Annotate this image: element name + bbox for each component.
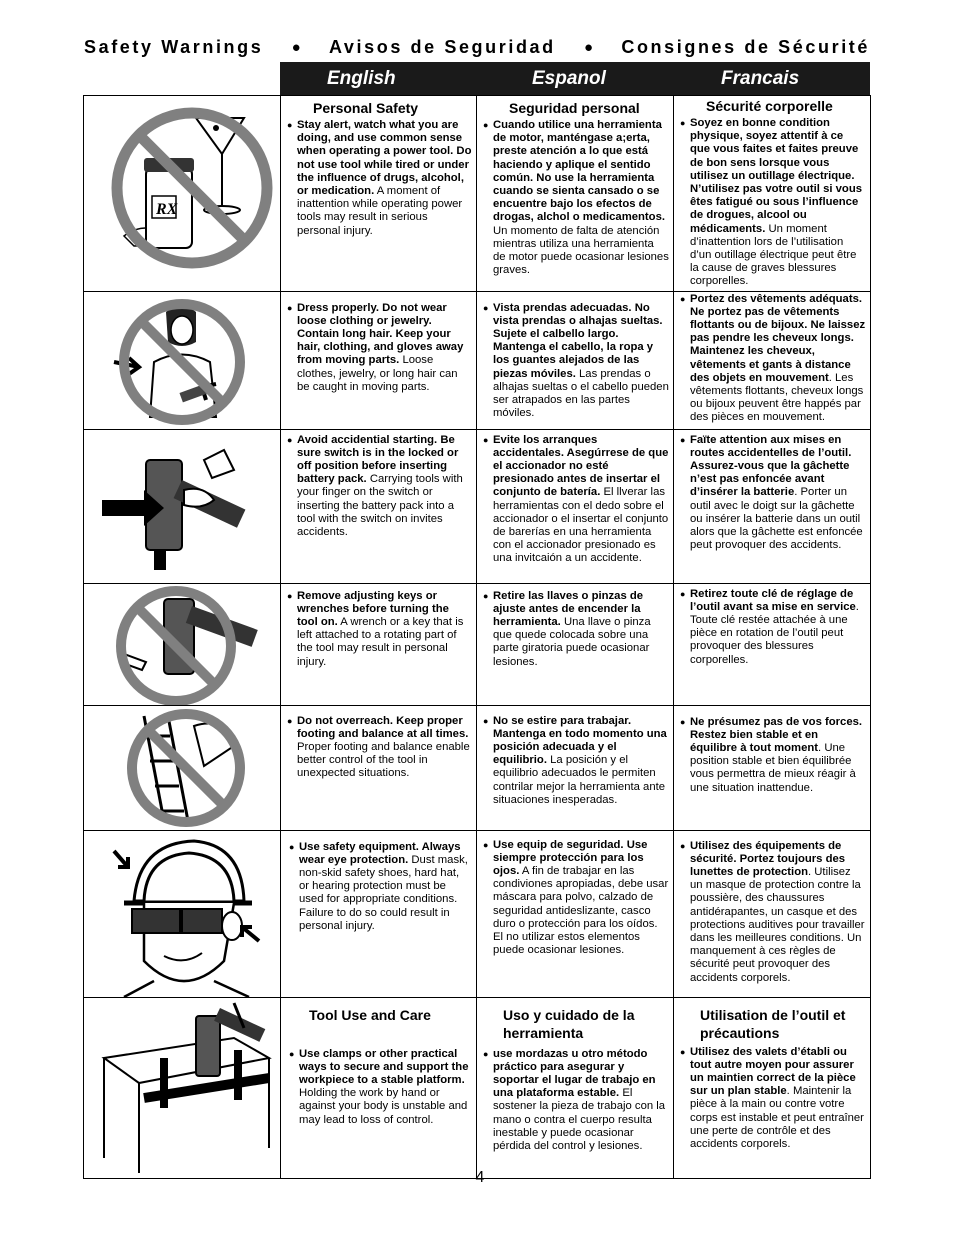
section-heading: Utilisation de l’outil et précautions [700,1006,846,1041]
warning-text: A wrench or a key that is left attached to a rotating part of the tool may result in personal injury. [297,616,464,668]
section-heading: Tool Use and Care [309,1006,431,1023]
spanish-cell [477,291,674,429]
column-header-english: English [327,67,396,89]
warning-item: ● Vista prendas adecuadas. No vista prendas o alhajas sueltas. Sujete el calbello largo. Mantenga el cabello, la ropa y los guantes alejados de las piezas móviles. Las prendas o alhajas sueltas o el cabello pueden ser atrapados en las partes móviles. [483,301,669,420]
title-separator: ● [291,38,301,56]
section-heading: Sécurité corporelle [706,98,833,114]
warning-bold: Faïte attention aux mises en routes accidentelles de l’outil. Assurez-vous que la gâchette n’est pas enfoncée avant d’insérer la batterie [690,433,852,499]
english-cell [281,583,477,705]
warning-text: Dust mask, non-skid safety shoes, hard hat, or hearing protection must be used for appropriate conditions. Failure to do so could result in personal injury. [299,853,468,932]
warning-item: ● Portez des vêtements adéquats. Ne portez pas de vêtements flottants ou de bijoux. Ne laissez pas pendre les cheveux longs. Maintenez les cheveux, vêtements et gants à distance des objets en mouvement. Les vêtements flottants, cheveux longs ou bijoux peuvent être happés par des pièces en mouvement. [680,292,866,424]
warning-item: ● use mordazas u otro método práctico para asegurar y soportar el lugar de trabajo en una plataforma estable. El sostener la pieza de trabajo con la mano o contra el cuerpo resulta inestable y puede ocasionar pérdida del control y lesiones. [483,1047,666,1153]
warning-item: ● Avoid accidential starting. Be sure switch is in the locked or off position before inserting battery pack. Carrying tools with your finger on the switch or inserting the battery pack into a tool with the switch on invites accidents. [287,433,463,539]
illustration-cell [84,429,281,583]
warning-text: El sostener la pieza de trabajo con la mano o contra el cuerpo resulta inestable y puede ocasionar pérdida del control y lesiones. [493,1087,666,1153]
warning-bold: Dress properly. Do not wear loose clothing or jewelry. Contain long hair. Keep your hair, clothing, and gloves away from moving parts. [297,301,464,367]
warning-item: ● Use safety equipment. Always wear eye protection. Dust mask, non-skid safety shoes, hard hat, or hearing protection must be used for appropriate conditions. Failure to do so could result in personal injury. [289,840,468,932]
warning-item: ● Remove adjusting keys or wrenches before turning the tool on. A wrench or a key that is left attached to a rotating part of the tool may result in personal injury. [287,589,464,668]
warning-bold: Portez des vêtements adéquats. Ne portez pas de vêtements flottants ou de bijoux. Ne laissez pas pendre les cheveux longs. Maintenez les cheveux, vêtements et gants à distance des objets en mouvement [690,292,866,384]
spanish-cell [477,583,674,705]
page-number: 4 [475,1169,485,1186]
warning-text: Carrying tools with your finger on the switch or inserting the battery pack into a tool with the switch on invites accidents. [297,473,463,539]
warning-item: ● Do not overreach. Keep proper footing and balance at all times. Proper footing and balance enable better control of the tool in unexpected situations. [287,714,470,780]
warning-bold: Cuando utilice una herramienta de motor, manténgase a;erta, preste atención a lo que está haciendo y aplique el sentido común. No use la herramienta cuando se sienta cansado o se encuentre bajo los efectos de drogas, alchol o medicamentos. [493,119,666,224]
safety-equipment-head-icon [84,831,281,997]
warning-item: ● Soyez en bonne condition physique, soyez attentif à ce que vous faites et faites preuve de bon sens lorsque vous utilisez un outillage électrique. N’utilisez pas votre outil si vous êtes fatigué ou sous l’influence de drogues, alcool ou médicaments. Un moment d’inattention lors de l’utilisation d’un outillage électrique peut être la cause de graves blessures corporelles. [680,117,863,288]
warning-text: El llverar las herramientas con el dedo sobre el accionador o el insertar el conjunto de barerías en una herramienta con el accionador presionado es una invitcaión a un accidente. [493,486,669,565]
svg-text:RX: RX [156,201,178,218]
illustration-cell [84,830,281,997]
warning-bold: Avoid accidential starting. Be sure switch is in the locked or off position before inserting battery pack. [297,433,459,486]
french-cell [674,830,871,997]
warning-bold: Use clamps or other practical ways to secure and support the workpiece to a stable platform. [299,1047,469,1087]
warning-text: . Toute clé restée attachée à une pièce en rotation de l’outil peut provoquer des blessures corporelles. [690,600,859,666]
warning-text: Holding the work by hand or against your body is unstable and may lead to loss of control. [299,1087,468,1126]
warning-item: ● Dress properly. Do not wear loose clothing or jewelry. Contain long hair. Keep your hair, clothing, and gloves away from moving parts. Loose clothes, jewelry, or long hair can be caught in moving parts. [287,301,464,393]
warning-bold: Vista prendas adecuadas. No vista prendas o alhajas sueltas. Sujete el calbello largo. Mantenga el cabello, la ropa y los guantes alejados de las piezas móviles. [493,301,663,380]
section-heading: Seguridad personal [509,100,640,116]
warning-text: . Utilisez un masque de protection contre la poussière, des chaussures antidérapantes, un casque et des protections auditives pour travailler dans les meilleures conditions. Un manquement à ces règles de sécurité peut provoquer des accidents corporels. [690,866,865,984]
warning-item: ● Utilisez des valets d’établi ou tout autre moyen pour assurer un maintien correct de la pièce sur un plan stable. Maintenir la pièce à la main ou contre votre corps est instable et peut entraîner une perte de contrôle et des accidents corporels. [680,1045,864,1151]
warning-text: La posición y el equilibrio adecuados le permiten contrilar mejor la herramienta ante situaciones inesperadas. [493,754,666,806]
overreach-ladder-prohibition-icon [84,706,281,830]
table-row [84,705,871,830]
warning-item: ● Use clamps or other practical ways to secure and support the workpiece to a stable platform. Holding the work by hand or against your body is unstable and may lead to loss of control. [289,1047,469,1126]
warning-bold: Retirez toute clé de réglage de l’outil avant sa mise en service [690,587,856,613]
warning-bold: Soyez en bonne condition physique, soyez attentif à ce que vous faites et faites preuve de bon sens lorsque vous utilisez un outillage électrique. N’utilisez pas votre outil si vous êtes fatigué ou sous l’influence de drogues, alcool ou médicaments. [690,117,863,235]
table-row [84,830,871,997]
warning-item: ● Retire las llaves o pinzas de ajuste antes de encender la herramienta. Una llave o pinza que quede colocada sobre una parte giratoria puede ocasionar lesiones. [483,589,651,668]
warning-bold: Utilisez des équipements de sécurité. Portez toujours des lunettes de protection [690,839,846,879]
warning-text: A fin de trabajar en las condiviones apropiadas, debe usar máscara para polvo, calzado de seguridad antideslizante, casco duro o protección para los oídos. El no utilizar estos elementos puede ocasionar lesiones. [493,865,669,957]
table-row [84,583,871,705]
warning-text: Proper footing and balance enable better control of the tool in unexpected situations. [297,741,470,780]
warning-text: Un momento de falta de atención mientras utiliza una herramienta de motor puede ocasionar lesiones graves. [493,224,669,277]
spanish-cell [477,830,674,997]
title-separator: ● [584,38,594,56]
section-heading: Personal Safety [313,100,419,116]
safety-warnings-table [83,95,871,1179]
warning-text: . Une position stable et bien équilibrée vous permettra de mieux réagir à une situation inattendue. [690,742,856,794]
warning-text: . Porter un outil avec le doigt sur la gâchette ou insérer la batterie dans un outil alors que la gâchette est enfoncée peut provoquer des accidents. [690,486,863,552]
warning-bold: Remove adjusting keys or wrenches before turning the tool on. [297,589,449,629]
warning-item: ● Ne présumez pas de vos forces. Restez bien stable et en équilibre à tout moment. Une position stable et bien équilibrée vous permettra de mieux réagir à une situation inattendue. [680,715,863,794]
spanish-cell [477,997,674,1178]
table-row [84,997,871,1178]
english-cell [281,96,477,292]
spanish-cell [477,96,674,292]
english-cell [281,830,477,997]
warning-item: ● Use equip de seguridad. Use siempre protección para los ojos. A fin de trabajar en las condiviones apropiadas, debe usar máscara para polvo, calzado de seguridad antideslizante, casco duro o protección para los oídos. El no utilizar estos elementos puede ocasionar lesiones. [483,838,669,957]
title-spanish: Avisos de Seguridad [328,36,556,57]
warning-item: ● Utilisez des équipements de sécurité. Portez toujours des lunettes de protection. Utilisez un masque de protection contre la poussière, des chaussures antidérapantes, un casque et des protections auditives pour travailler dans les meilleures conditions. Un manquement à ces règles de sécurité peut provoquer des accidents corporels. [680,839,865,984]
illustration-cell [84,705,281,830]
warning-bold: Evite los arranques accidentales. Asegúrrese de que el accionador no esté presionado antes de insertar el conjunto de batería. [493,433,669,499]
title-english: Safety Warnings [84,36,264,57]
warning-text: Una llave o pinza que quede colocada sobre una parte giratoria puede ocasionar lesiones. [493,616,651,668]
french-cell [674,997,871,1178]
section-heading: Uso y cuidado de la herramienta [503,1006,635,1041]
illustration-cell [84,997,281,1178]
table-row [84,429,871,583]
illustration-cell [84,583,281,705]
loose-clothing-prohibition-icon [84,292,281,429]
warning-bold: Ne présumez pas de vos forces. Restez bien stable et en équilibre à tout moment [690,715,863,755]
warning-bold: Use equip de seguridad. Use siempre protección para los ojos. [493,838,648,878]
warning-item: ● Faïte attention aux mises en routes accidentelles de l’outil. Assurez-vous que la gâchette n’est pas enfoncée avant d’insérer la batterie. Porter un outil avec le doigt sur la gâchette ou insérer la batterie dans un outil alors que la gâchette est enfoncée peut provoquer des accidents. [680,433,863,552]
table-row [84,96,871,292]
column-header-french: Francais [721,67,800,89]
warning-bold: Do not overreach. Keep proper footing and balance at all times. [297,714,469,740]
english-cell [281,705,477,830]
french-cell [674,705,871,830]
warning-bold: Stay alert, watch what you are doing, and use common sense when operating a power tool. Do not use tool while tired or under the influence of drugs, alcohol, or medication. [297,119,472,198]
warning-item: ● Cuando utilice una herramienta de motor, manténgase a;erta, preste atención a lo que está haciendo y aplique el sentido común. No use la herramienta cuando se sienta cansado o se encuentre bajo los efectos de drogas, alchol o medicamentos. Un momento de falta de atención mientras utiliza una herramienta de motor puede ocasionar lesiones graves. [483,119,669,277]
accidental-start-nailer-icon [84,430,281,583]
illustration-cell [84,291,281,429]
no-drugs-alcohol-prohibition-icon [84,96,281,283]
warning-text: Las prendas o alhajas sueltas o el cabello pueden ser atrapados en las partes móviles. [493,367,669,420]
table-row [84,291,871,429]
french-cell [674,429,871,583]
warning-bold: Utilisez des valets d’établi ou tout autre moyen pour assurer un maintien correct de la pièce sur un plan stable [690,1045,856,1098]
spanish-cell [477,429,674,583]
column-header-spanish: Espanol [532,67,606,89]
warning-bold: use mordazas u otro método práctico para asegurar y soportar el lugar de trabajo en una plataforma estable. [493,1047,656,1100]
french-cell [674,291,871,429]
english-cell [281,291,477,429]
clamp-workpiece-icon [84,998,281,1178]
warning-bold: Use safety equipment. Always wear eye protection. [299,840,461,866]
warning-bold: No se estire para trabajar. Mantenga en todo momento una posición adecuada y el equilibrio. [493,714,667,767]
french-cell [674,96,871,292]
warning-item: ● Stay alert, watch what you are doing, and use common sense when operating a power tool. Do not use tool while tired or under the influence of drugs, alcohol, or medication. A moment of inattention while operating power tools may result in serious personal injury. [287,119,472,237]
warning-bold: Retire las llaves o pinzas de ajuste antes de encender la herramienta. [493,589,644,629]
french-cell [674,583,871,705]
warning-text: . Les vêtements flottants, cheveux longs ou bijoux peuvent être happés par des pièces en mouvement. [690,371,864,424]
page-title [84,36,870,58]
warning-text: . Maintenir la pièce à la main ou contre votre corps est instable et peut entraîner une perte de contrôle et des accidents corporels. [690,1085,864,1151]
illustration-cell [84,96,281,292]
title-french: Consignes de Sécurité [621,36,870,57]
language-header-bar [280,62,870,95]
remove-adjusting-keys-prohibition-icon [84,584,281,705]
warning-item: ● Retirez toute clé de réglage de l’outil avant sa mise en service. Toute clé restée attachée à une pièce en rotation de l’outil peut provoquer des blessures corporelles. [680,587,859,666]
warning-text: A moment of inattention while operating power tools may result in serious personal injury. [297,185,463,237]
warning-text: Loose clothes, jewelry, or long hair can be caught in moving parts. [297,354,458,393]
english-cell [281,429,477,583]
warning-item: ● No se estire para trabajar. Mantenga en todo momento una posición adecuada y el equilibrio. La posición y el equilibrio adecuados le permiten contrilar mejor la herramienta ante situaciones inesperadas. [483,714,667,806]
warning-text: Un moment d’inattention lors de l’utilisation d’un outillage électrique peut être la cause de graves blessures corporelles. [690,222,857,288]
english-cell [281,997,477,1178]
warning-item: ● Evite los arranques accidentales. Asegúrrese de que el accionador no esté presionado antes de insertar el conjunto de batería. El llverar las herramientas con el dedo sobre el accionador o el insertar el conjunto de barerías en una herramienta con el accionador presionado es una invitcaión a un accidente. [483,433,669,565]
spanish-cell [477,705,674,830]
